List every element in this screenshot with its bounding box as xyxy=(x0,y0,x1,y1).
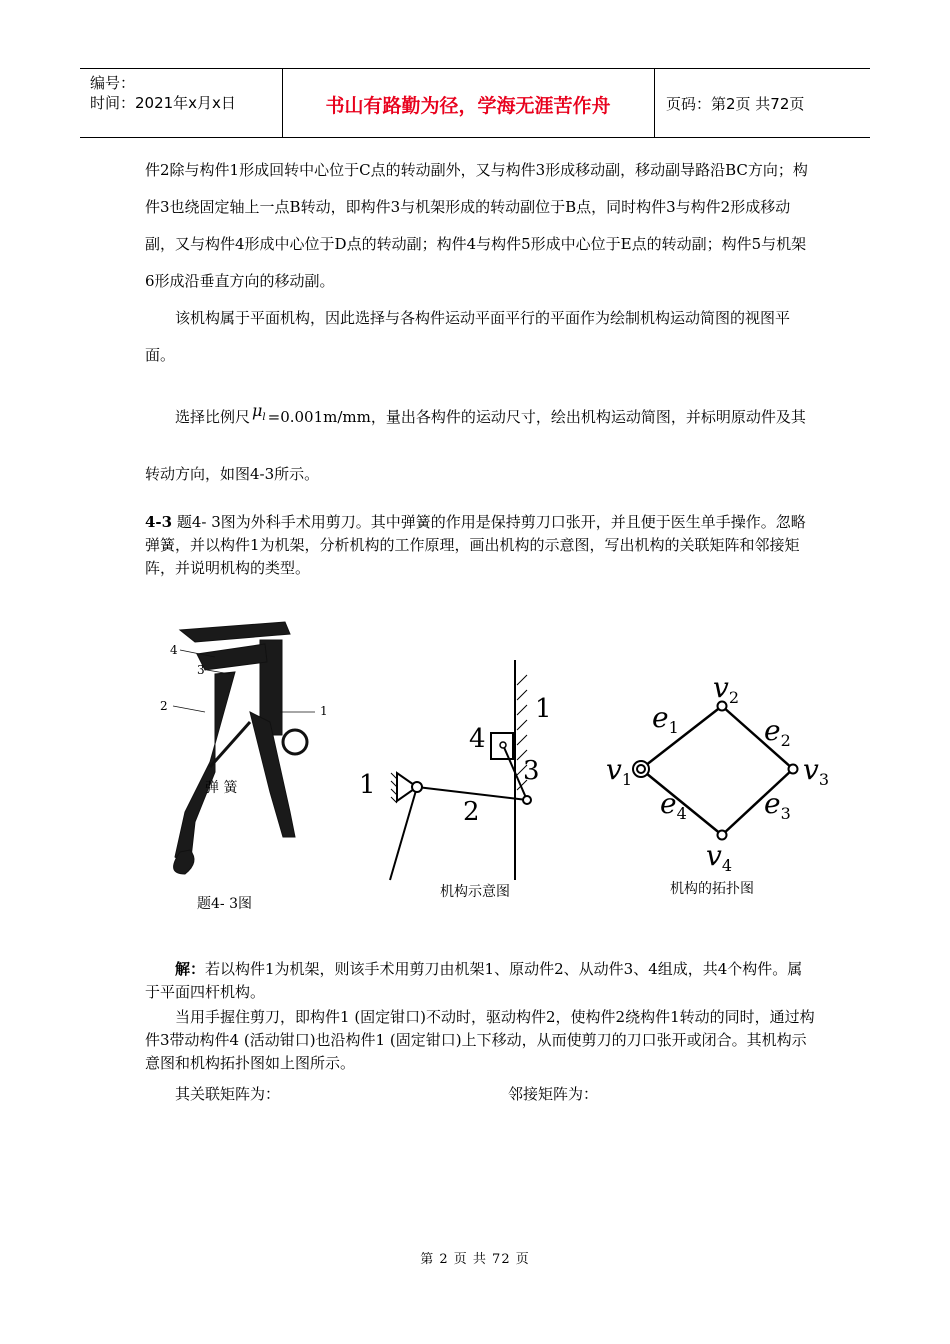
label-v3: $v_3$ xyxy=(803,753,830,789)
label-ground-1: 1 xyxy=(359,770,376,800)
label-e1: $e_1$ xyxy=(652,701,679,737)
link-2-handle xyxy=(390,787,417,880)
mu-subscript: l xyxy=(262,412,266,424)
label-link-3: 3 xyxy=(523,756,540,786)
scissors-photo xyxy=(155,612,345,882)
label-e2: $e_2$ xyxy=(764,714,791,750)
label-v4: $v_4$ xyxy=(706,839,733,875)
label-link-2: 2 xyxy=(463,797,480,827)
photo-label-4: 4 xyxy=(170,643,178,657)
photo-label-3: 3 xyxy=(197,663,205,677)
scale-text-rest: =0.001m/mm，量出各构件的运动尺寸，绘出机构运动简图，并标明原动件及其转动方向，如图4-3所示。 xyxy=(145,408,806,484)
ring-icon xyxy=(283,730,307,754)
page-footer: 第 2 页 共 72 页 xyxy=(420,1252,530,1267)
mechanism-schematic xyxy=(355,655,570,885)
label-v1: $v_1$ xyxy=(606,753,633,789)
vertex-v1 xyxy=(637,765,645,773)
paragraph-plane: 该机构属于平面机构，因此选择与各构件运动平面平行的平面作为绘制机构运动简图的视图平面。 xyxy=(145,309,791,364)
joint-b xyxy=(523,796,531,804)
solution-paragraph xyxy=(145,958,815,1004)
mu-letter: μ xyxy=(252,401,263,420)
label-v2: $v_2$ xyxy=(713,671,740,707)
header-date: 时间：2021年x月x日 xyxy=(90,94,236,112)
topology-caption: 机构的拓扑图 xyxy=(670,881,754,897)
header-meta xyxy=(90,73,236,113)
label-slider-4: 4 xyxy=(469,724,486,754)
vertex-v3 xyxy=(789,765,798,774)
photo-label-1: 1 xyxy=(320,704,328,718)
header-divider xyxy=(654,69,655,137)
fixed-jaw xyxy=(180,622,290,642)
label-frame-1: 1 xyxy=(535,694,552,724)
edge-e3 xyxy=(722,769,793,835)
page-header xyxy=(80,68,870,138)
adjacency-matrix-label: 邻接矩阵为： xyxy=(508,1085,599,1103)
solution-text: 若以构件1为机架，则该手术用剪刀由机架1、原动件2、从动件3、4组成，共4个构件。属于平面四杆机构。 xyxy=(145,960,803,1001)
paragraph-scale xyxy=(145,392,815,499)
joint-d xyxy=(500,742,506,748)
topology-graph xyxy=(600,665,840,875)
header-page-info: 页码：第2页 共72页 xyxy=(666,95,805,113)
working-principle: 当用手握住剪刀，即构件1 (固定钳口)不动时，驱动构件2，使构件2绕构件1转动的同时，通过构件3带动构件4 (活动钳口)也沿构件1 (固定钳口)上下移动，从而使剪刀的刀口张开或闭合。其机构示意图和机构拓扑图如上图所示。 xyxy=(145,1008,815,1072)
mu-symbol xyxy=(250,401,268,424)
question-4-3 xyxy=(145,511,815,580)
left-handle xyxy=(175,672,235,867)
photo-label-2: 2 xyxy=(160,699,168,713)
joint-c xyxy=(412,782,422,792)
spring-label: 弹 簧 xyxy=(205,780,238,796)
paragraph-links: 件2除与构件1形成回转中心位于C点的转动副外，又与构件3形成移动副，移动副导路沿BC方向；构件3也绕固定轴上一点B转动，即构件3与机架形成的转动副位于B点，同时构件3与构件2形成移动副，又与构件4形成中心位于D点的转动副；构件4与构件5形成中心位于E点的转动副；构件5与机架6形成沿垂直方向的移动副。 xyxy=(145,161,808,290)
photo-caption: 题4- 3图 xyxy=(197,896,252,912)
scale-text: 选择比例尺 xyxy=(175,408,251,426)
header-motto: 书山有路勤为径，学海无涯苦作舟 xyxy=(325,95,611,117)
movable-jaw xyxy=(197,644,267,670)
edge-e4 xyxy=(641,769,722,835)
question-text: 题4- 3图为外科手术用剪刀。其中弹簧的作用是保持剪刀口张开，并且便于医生单手操作。忽略弹簧，并以构件1为机架，分析机构的工作原理，画出机构的示意图，写出机构的关联矩阵和邻接矩阵，并说明机构的类型。 xyxy=(145,513,806,577)
label-e3: $e_3$ xyxy=(764,787,791,823)
leader-line xyxy=(173,706,205,712)
schematic-caption: 机构示意图 xyxy=(440,884,510,900)
question-number: 4-3 xyxy=(145,513,173,531)
label-e4: $e_4$ xyxy=(660,787,687,823)
incidence-matrix-label: 其关联矩阵为： xyxy=(175,1085,281,1103)
header-number: 编号： xyxy=(90,74,136,92)
solution-label: 解： xyxy=(175,960,206,978)
